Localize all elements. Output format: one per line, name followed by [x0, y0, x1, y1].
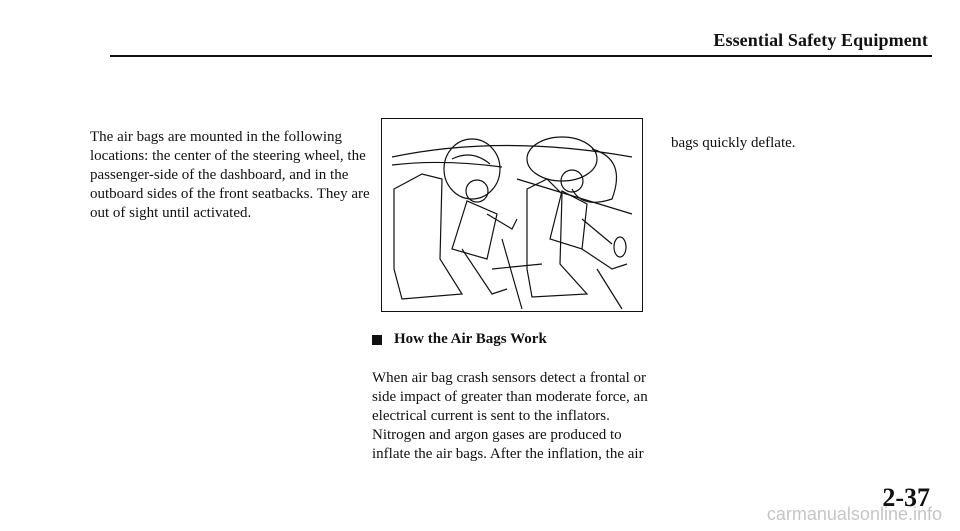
page-header-title: Essential Safety Equipment — [713, 30, 928, 50]
air-bag-deployment-illustration-icon — [382, 119, 641, 310]
section-heading — [372, 331, 547, 348]
watermark-text: carmanualsonline.info — [766, 504, 942, 524]
body-paragraph-how-it-works: When air bag crash sensors detect a frontal or side impact of greater than moderate force, an electrical current is sent to the inflators. Nitrogen and argon gases are produced to inflate the air bags. After the inflation, the air — [372, 370, 648, 462]
air-bag-illustration — [381, 118, 643, 312]
body-paragraph-continued: bags quickly deflate. — [671, 135, 796, 151]
header-divider — [110, 55, 932, 57]
bullet-square-icon — [372, 335, 382, 345]
body-paragraph-locations: The air bags are mounted in the following locations: the center of the steering wheel, the passenger-side of the dashboard, and in the outboard sides of the front seatbacks. They are out of sight until activated. — [90, 129, 370, 221]
page-number: 2-37 — [882, 483, 930, 512]
section-heading-text: How the Air Bags Work — [394, 331, 547, 347]
